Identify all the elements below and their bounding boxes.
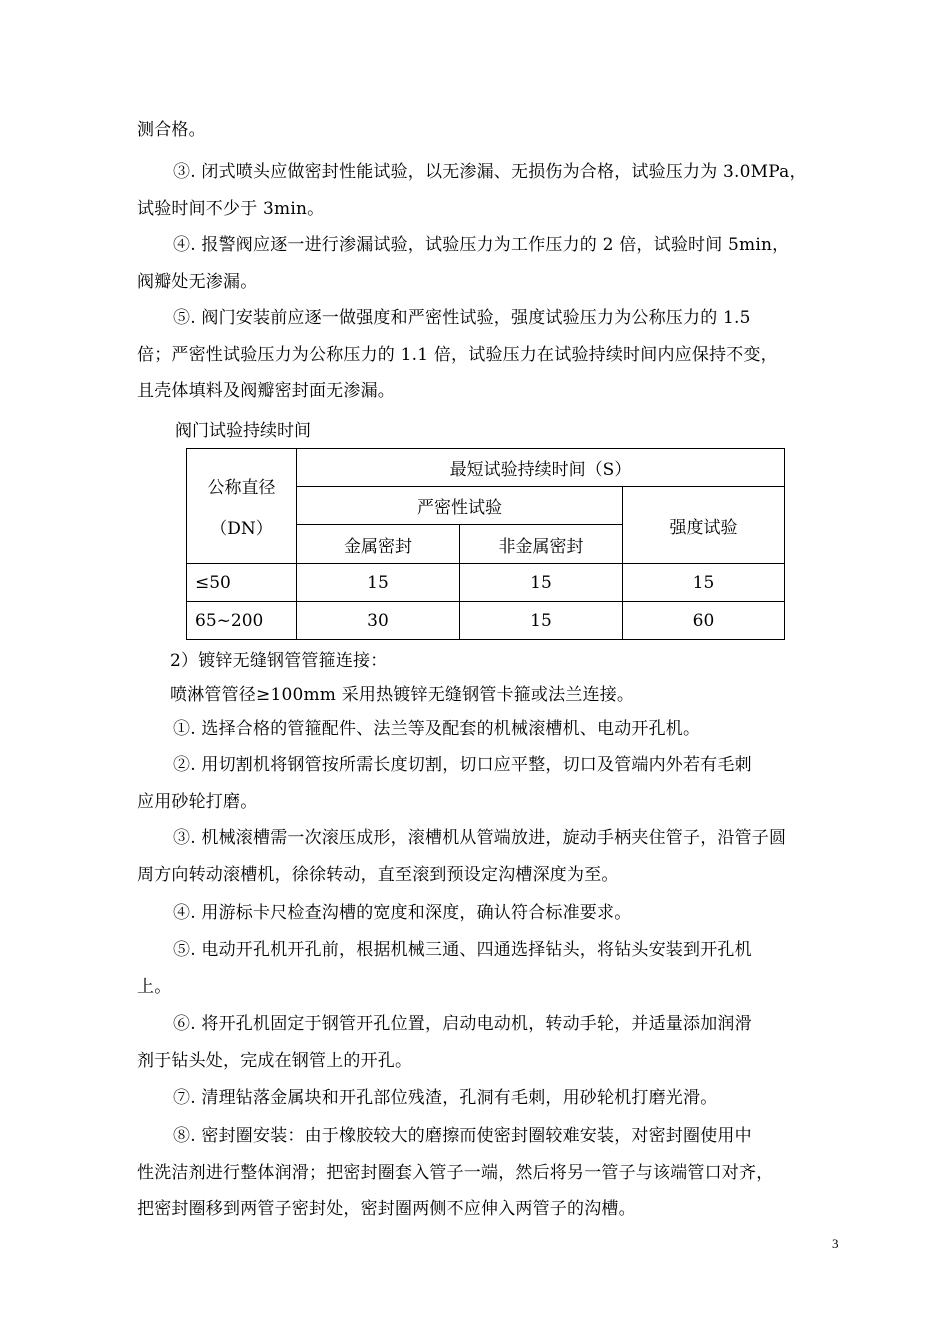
text-line: 性洗洁剂进行整体润滑；把密封圈套入管子一端，然后将另一管子与该端管口对齐， (137, 1162, 774, 1183)
cell-nonmetal: 15 (460, 564, 623, 602)
cell-nonmetal: 15 (460, 602, 623, 640)
paragraph-alarm-valve-test (137, 227, 837, 300)
text-line: ④. 报警阀应逐一进行渗漏试验，试验压力为工作压力的 2 倍，试验时间 5min， (173, 235, 790, 255)
paragraph-step-2 (137, 747, 837, 820)
text-line: 试验时间不少于 3min。 (137, 198, 325, 219)
text-line: 上。 (137, 976, 172, 997)
text-line: 倍；严密性试验压力为公称压力的 1.1 倍，试验压力在试验持续时间内应保持不变， (137, 344, 778, 365)
paragraph-closed-sprinkler-test (137, 154, 837, 227)
header-tightness-test: 严密性试验 (297, 487, 623, 525)
section-heading (170, 646, 870, 676)
text-line: 且壳体填料及阀瓣密封面无渗漏。 (137, 381, 395, 401)
cell-dn: 65~200 (187, 602, 297, 640)
text-line: ⑤. 电动开孔机开孔前，根据机械三通、四通选择钻头，将钻头安装到开孔机 (173, 940, 752, 960)
text-line: ④. 用游标卡尺检查沟槽的宽度和深度，确认符合标准要求。 (173, 903, 632, 923)
text-line: ⑦. 清理钻落金属块和开孔部位残渣，孔洞有毛刺，用砂轮机打磨光滑。 (173, 1088, 718, 1108)
header-min-duration: 最短试验持续时间（S） (297, 449, 785, 487)
text-line: ②. 用切割机将钢管按所需长度切割，切口应平整，切口及管端内外若有毛刺 (173, 755, 752, 775)
paragraph-step-8 (137, 1118, 837, 1228)
valve-test-duration-table (186, 448, 785, 640)
text-line: ③. 机械滚槽需一次滚压成形，滚槽机从管端放进，旋动手柄夹住管子，沿管子圆 (173, 828, 787, 848)
cell-metal: 15 (297, 564, 460, 602)
text-line: ③. 闭式喷头应做密封性能试验，以无渗漏、无损伤为合格，试验压力为 3.0MPa， (173, 162, 807, 182)
paragraph-step-6 (137, 1006, 837, 1079)
header-dn-line1: 公称直径 (207, 478, 276, 498)
text-line: 2）镀锌无缝钢管管箍连接： (170, 651, 388, 671)
table-row (187, 564, 785, 602)
text-line: ⑤. 阀门安装前应逐一做强度和严密性试验，强度试验压力为公称压力的 1.5 (173, 308, 751, 328)
text-line: 阀瓣处无渗漏。 (137, 271, 258, 292)
text-line: 喷淋管管径≥100mm 采用热镀锌无缝钢管卡箍或法兰连接。 (170, 685, 635, 705)
header-nonmetal-seal: 非金属密封 (460, 525, 623, 564)
paragraph-step-3 (137, 820, 837, 893)
text-line: 把密封圈移到两管子密封处，密封圈两侧不应伸入两管子的沟槽。 (137, 1199, 636, 1219)
table-header-row (187, 449, 785, 487)
cell-dn: ≤50 (187, 564, 297, 602)
paragraph-step-7 (137, 1080, 837, 1117)
text-line: 应用砂轮打磨。 (137, 791, 258, 812)
paragraph-pipe-connection (170, 679, 870, 711)
text-line: 周方向转动滚槽机，徐徐转动，直至滚到预设定沟槽深度为至。 (137, 864, 619, 885)
header-nominal-diameter (187, 449, 297, 564)
page-number: 3 (832, 1236, 839, 1251)
text-line: ⑧. 密封圈安装：由于橡胶较大的磨擦而使密封圈较难安装，对密封圈使用中 (173, 1126, 752, 1146)
text-line: ①. 选择合格的管箍配件、法兰等及配套的机械滚槽机、电动开孔机。 (173, 719, 701, 739)
text-line: 剂于钻头处，完成在钢管上的开孔。 (137, 1050, 413, 1071)
table-caption: 阀门试验持续时间 (175, 421, 311, 441)
paragraph-step-1 (137, 711, 837, 748)
text-line: ⑥. 将开孔机固定于钢管开孔位置，启动电动机，转动手轮，并适量添加润滑 (173, 1014, 752, 1034)
paragraph-step-4 (137, 895, 837, 932)
cell-metal: 30 (297, 602, 460, 640)
paragraph-valve-strength-test (137, 300, 837, 410)
header-strength-test: 强度试验 (623, 487, 785, 564)
paragraph-step-5 (137, 932, 837, 1005)
paragraph-continuation (137, 112, 837, 149)
cell-strength: 60 (623, 602, 785, 640)
text-line: 测合格。 (137, 120, 206, 140)
header-dn-line2: （DN） (210, 519, 273, 539)
cell-strength: 15 (623, 564, 785, 602)
table-row (187, 602, 785, 640)
header-metal-seal: 金属密封 (297, 525, 460, 564)
